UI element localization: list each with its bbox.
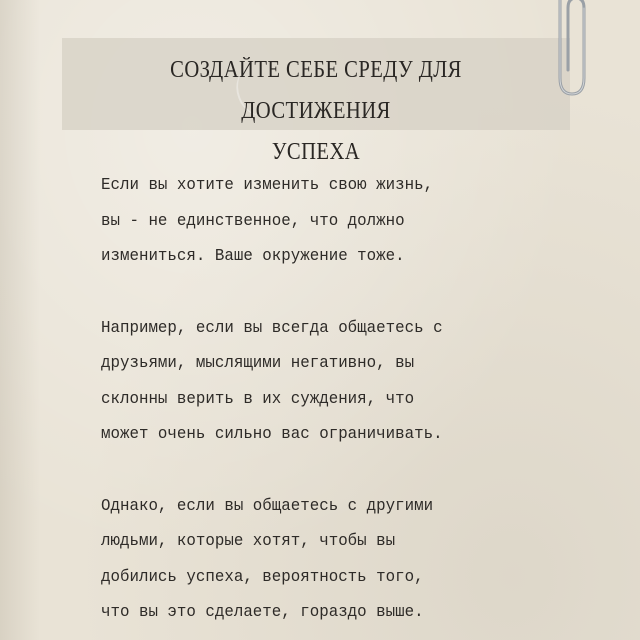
text-line: Однако, если вы общаетесь с другими — [101, 496, 434, 516]
paragraph-1 — [101, 168, 531, 275]
paragraph-2 — [101, 311, 531, 453]
page-shadow — [0, 0, 40, 640]
page-title — [98, 50, 535, 173]
text-line: Если вы хотите изменить свою жизнь, — [101, 176, 434, 195]
text-line: людьми, которые хотят, чтобы вы — [101, 532, 396, 551]
page-title-line-1: СОЗДАЙТЕ СЕБЕ СРЕДУ ДЛЯ ДОСТИЖЕНИЯ — [170, 57, 462, 124]
text-line: вы - не единственное, что должно — [101, 211, 405, 231]
page-title-line-2: УСПЕХА — [271, 139, 361, 165]
text-line: добились успеха, вероятность того, — [101, 567, 424, 587]
text-line: друзьями, мыслящими негативно, вы — [101, 354, 415, 373]
text-line: склонны верить в их суждения, что — [101, 389, 415, 409]
text-line: может очень сильно вас ограничивать. — [101, 425, 443, 444]
body-text — [101, 168, 531, 640]
text-line: измениться. Ваше окружение тоже. — [101, 247, 405, 266]
text-line: что вы это сделаете, гораздо выше. — [101, 603, 424, 622]
paragraph-3 — [101, 489, 531, 631]
paperclip-icon — [548, 0, 592, 105]
text-line: Например, если вы всегда общаетесь с — [101, 318, 443, 338]
